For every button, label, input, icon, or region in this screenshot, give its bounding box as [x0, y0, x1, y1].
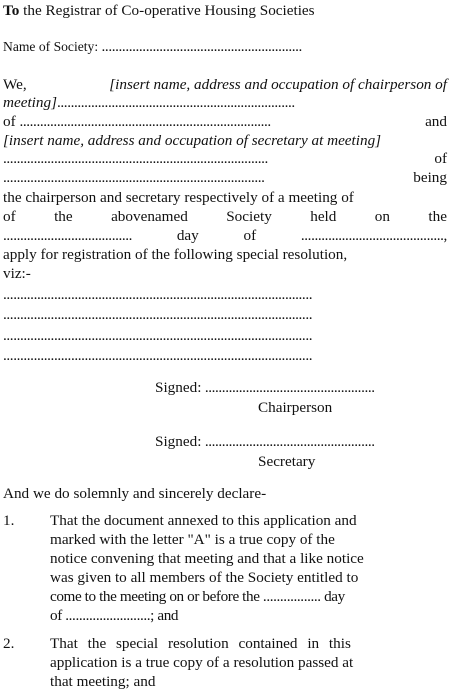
we-line-8 — [3, 207, 447, 227]
society-name-label: Name of Society: — [3, 39, 99, 54]
we-line-9 — [3, 226, 447, 246]
addressee-text: the Registrar of Co-operative Housing Societies — [19, 2, 315, 19]
society-name-blank: ........................................................... — [98, 38, 302, 55]
word-the: the — [54, 208, 73, 225]
word-the-2: the — [428, 208, 447, 225]
we-line-10: apply for registration of the following special resolution, — [3, 246, 348, 263]
chairperson-instruction: [insert name, address and occupation of chairperson of — [109, 76, 447, 93]
word-on: on — [374, 208, 390, 225]
signed-label-1: Signed: — [155, 379, 202, 396]
item-1-line-3: notice convening that meeting and that a like notice — [50, 550, 364, 567]
secretary-role: Secretary — [258, 453, 316, 470]
item-1-line-4: was given to all members of the Society entitled to — [50, 569, 359, 586]
and-word: and — [425, 113, 447, 130]
meeting-instruction-end: meeting] — [3, 94, 57, 111]
word-of: of — [3, 208, 16, 225]
day-word: day — [176, 227, 199, 244]
resolution-blank-1: ........................................................................................... — [3, 286, 313, 303]
secretary-signature-line — [155, 432, 445, 452]
word-abovenamed: abovenamed — [111, 208, 188, 225]
item-2-line-2: application is a true copy of a resolution passed at — [50, 654, 354, 671]
chairperson-role: Chairperson — [258, 399, 333, 416]
item-2-number: 2. — [3, 635, 15, 652]
meeting-month-blank: .........................................., — [300, 227, 447, 244]
item-2-line-1: That the special resolution contained in this — [50, 635, 351, 652]
chairperson-signature-blank: .................................................. — [201, 379, 375, 396]
to-word: To — [3, 2, 20, 19]
addressee-line — [3, 1, 447, 21]
we-line-5 — [3, 149, 447, 169]
item-1-line-6: of .........................; and — [50, 607, 179, 624]
resolution-blank-2: ........................................................................................... — [3, 306, 313, 323]
word-society: Society — [226, 208, 272, 225]
resolution-blank-3: ........................................................................................... — [3, 327, 313, 344]
we-line-1 — [3, 75, 447, 95]
item-1-line-1: That the document annexed to this application and — [50, 512, 357, 529]
secretary-instruction: [insert name, address and occupation of secretary at meeting] — [3, 132, 382, 149]
we-word: We, — [3, 76, 27, 93]
item-2-line-3: that meeting; and — [50, 673, 156, 690]
being-word: being — [413, 169, 447, 186]
resolution-blank-4: ........................................................................................... — [3, 347, 313, 364]
item-1-line-5: come to the meeting on or before the ................. day — [50, 588, 345, 605]
declaration-intro: And we do solemnly and sincerely declare- — [3, 485, 267, 502]
word-held: held — [310, 208, 337, 225]
secretary-signature-blank: .................................................. — [201, 433, 375, 450]
we-line-7: the chairperson and secretary respectively of a meeting of — [3, 189, 354, 206]
we-line-11: viz:- — [3, 265, 31, 282]
item-1-line-2: marked with the letter "A" is a true copy of the — [50, 531, 335, 548]
we-line-6 — [3, 168, 447, 188]
meeting-date-blank: ...................................... — [3, 227, 133, 244]
item-1-number: 1. — [3, 512, 15, 529]
signed-label-2: Signed: — [155, 433, 202, 450]
secretary-address-blank: ............................................................................. — [3, 169, 265, 186]
chairperson-signature-line — [155, 378, 445, 398]
of-word: of — [3, 113, 20, 130]
of-word-2: of — [434, 150, 447, 167]
secretary-blank: .............................................................................. — [3, 150, 268, 167]
society-name-line — [3, 37, 447, 57]
we-line-2 — [3, 93, 447, 113]
chairperson-address-blank: .......................................................................... — [19, 113, 271, 130]
of-word-3: of — [243, 227, 257, 244]
chairperson-blank: ...................................................................... — [57, 94, 295, 111]
we-line-3 — [3, 112, 447, 132]
